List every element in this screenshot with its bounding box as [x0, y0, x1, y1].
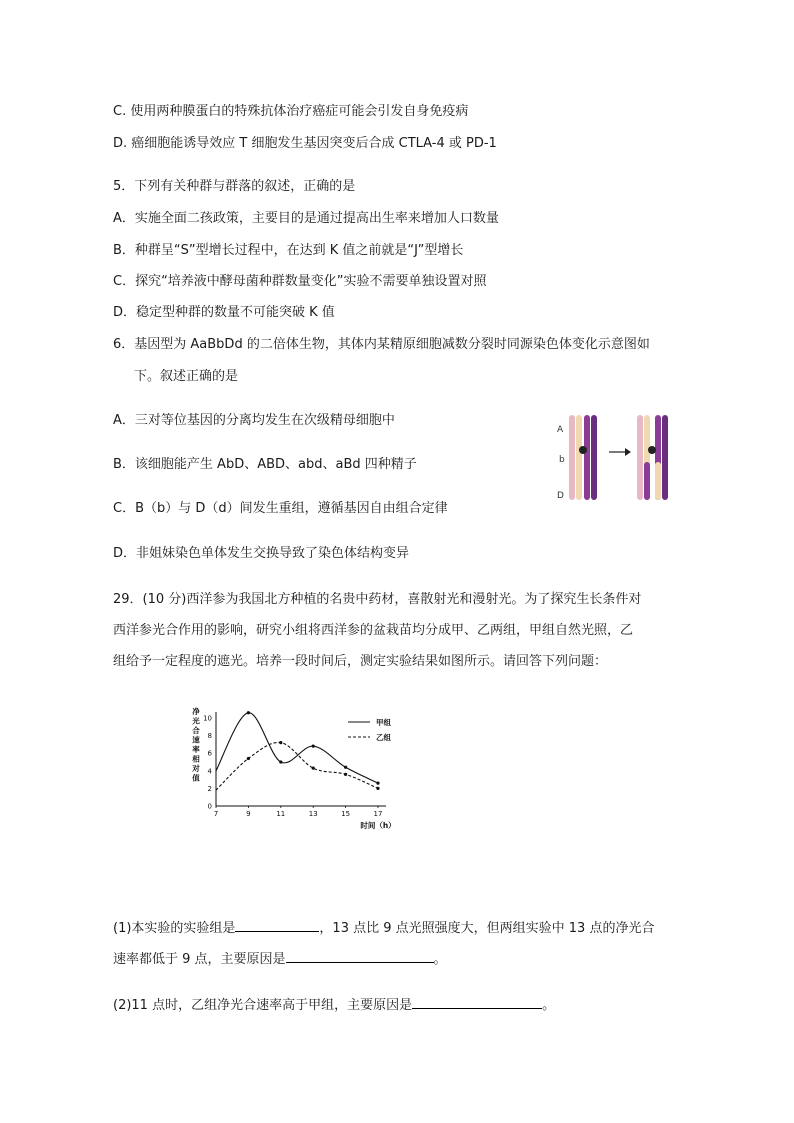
x-tick-label: 17 — [373, 810, 383, 818]
q5-option-d: D．稳定型种群的数量不可能突破 K 值 — [113, 305, 335, 320]
y-tick-label: 8 — [207, 732, 212, 741]
q29-sub1-text-c: 速率都低于 9 点，主要原因是 — [113, 952, 286, 967]
y-tick-label: 10 — [203, 714, 212, 723]
chromatid-right-2-swap — [644, 462, 650, 500]
x-axis-label: 时间（h） — [360, 821, 396, 830]
series-line-yi — [216, 742, 378, 790]
q5-stem: 5．下列有关种群与群落的叙述，正确的是 — [113, 179, 356, 194]
q6-option-b: B．该细胞能产生 AbD、ABD、abd、aBd 四种精子 — [113, 457, 417, 472]
chromosome-crossover-figure — [555, 410, 685, 505]
legend-label: 甲组 — [376, 718, 391, 727]
q5-option-a: A．实施全面二孩政策，主要目的是通过提高出生率来增加人口数量 — [113, 211, 499, 226]
q6-stem-line2: 下。叙述正确的是 — [134, 369, 239, 384]
q29-stem-line2: 西洋参光合作用的影响，研究小组将西洋参的盆栽苗均分成甲、乙两组，甲组自然光照，乙 — [113, 623, 634, 638]
q4-option-d: D. 癌细胞能诱导效应 T 细胞发生基因突变后合成 CTLA-4 或 PD-1 — [113, 136, 497, 151]
y-axis-label-char: 光 — [192, 716, 200, 726]
q4-option-c: C. 使用两种膜蛋白的特殊抗体治疗癌症可能会引发自身免疫病 — [113, 104, 469, 119]
x-tick-label: 13 — [308, 810, 318, 818]
legend-label: 乙组 — [376, 733, 391, 742]
q6-option-d: D．非姐妹染色单体发生交换导致了染色体结构变异 — [113, 546, 410, 561]
answer-blank-3[interactable] — [412, 996, 542, 1009]
chromatid-left-2 — [576, 415, 582, 500]
x-tick-label: 15 — [341, 810, 351, 818]
series-line-jia — [216, 713, 378, 783]
answer-blank-2[interactable] — [286, 950, 434, 963]
y-axis-label-char: 对 — [192, 764, 200, 773]
x-tick-label: 7 — [213, 810, 219, 818]
data-point — [344, 766, 347, 769]
q29-sub1-text-b: ，13 点比 9 点光照强度大，但两组实验中 13 点的净光合 — [319, 921, 655, 936]
q29-sub1-text-d: 。 — [433, 952, 447, 967]
figure-label-a: A — [557, 425, 564, 435]
data-point — [279, 741, 282, 744]
y-axis-label-char: 值 — [192, 773, 200, 783]
chromatid-left-1 — [569, 415, 575, 500]
data-point — [376, 787, 379, 790]
data-point — [312, 745, 315, 748]
y-tick-label: 6 — [207, 749, 212, 758]
y-axis-label-char: 相 — [192, 754, 200, 764]
arrow-head-icon — [625, 448, 631, 456]
q29-sub2-text-a: (2)11 点时，乙组净光合速率高于甲组，主要原因是 — [113, 998, 413, 1013]
y-axis-label-char: 率 — [192, 745, 200, 754]
q29-stem-line3: 组给予一定程度的遮光。培养一段时间后，测定实验结果如图所示。请回答下列问题： — [113, 654, 608, 669]
y-tick-label: 0 — [207, 802, 212, 811]
q29-sub2-line — [113, 996, 555, 1015]
q5-option-c: C．探究“培养液中酵母菌种群数量变化”实验不需要单独设置对照 — [113, 274, 487, 289]
chromatid-right-4 — [662, 415, 668, 500]
x-tick-label: 11 — [276, 810, 286, 818]
figure-label-d: D — [557, 491, 564, 501]
data-point — [247, 757, 250, 760]
q29-sub1-line2 — [113, 950, 447, 969]
x-tick-label: 9 — [246, 810, 251, 818]
y-tick-label: 4 — [207, 767, 212, 776]
figure-label-b: b — [559, 455, 565, 465]
y-tick-label: 2 — [207, 784, 212, 793]
chromatid-left-3 — [584, 415, 590, 500]
data-point — [279, 760, 282, 763]
q5-option-b: B．种群呈“S”型增长过程中，在达到 K 值之前就是“J”型增长 — [113, 243, 464, 258]
answer-blank-1[interactable] — [235, 919, 319, 932]
q29-sub2-text-b: 。 — [542, 998, 556, 1013]
q6-stem-line1: 6．基因型为 AaBbDd 的二倍体生物，其体内某精原细胞减数分裂时同源染色体变化示意图如 — [113, 337, 650, 352]
y-axis-label-char: 速 — [192, 735, 200, 745]
chromatid-right-1 — [637, 415, 643, 500]
q29-sub1-text-a: (1)本实验的实验组是 — [113, 921, 236, 936]
chromatid-left-4 — [591, 415, 597, 500]
chromatid-right-3-swap — [655, 462, 661, 500]
photosynthesis-line-chart — [188, 700, 424, 834]
y-axis-label-char: 合 — [192, 726, 200, 735]
data-point — [376, 782, 379, 785]
data-point — [247, 711, 250, 714]
centromere-left — [579, 446, 587, 454]
data-point — [344, 773, 347, 776]
centromere-right — [648, 446, 656, 454]
q6-option-a: A．三对等位基因的分离均发生在次级精母细胞中 — [113, 413, 395, 428]
data-point — [312, 767, 315, 770]
q29-stem-line1: 29．(10 分)西洋参为我国北方种植的名贵中药材，喜散射光和漫射光。为了探究生长条件对 — [113, 592, 642, 607]
y-axis-label-char: 净 — [192, 707, 200, 716]
q6-option-c: C．B（b）与 D（d）间发生重组，遵循基因自由组合定律 — [113, 501, 448, 516]
y-axis-label — [191, 706, 200, 783]
q29-sub1-line1 — [113, 919, 654, 938]
